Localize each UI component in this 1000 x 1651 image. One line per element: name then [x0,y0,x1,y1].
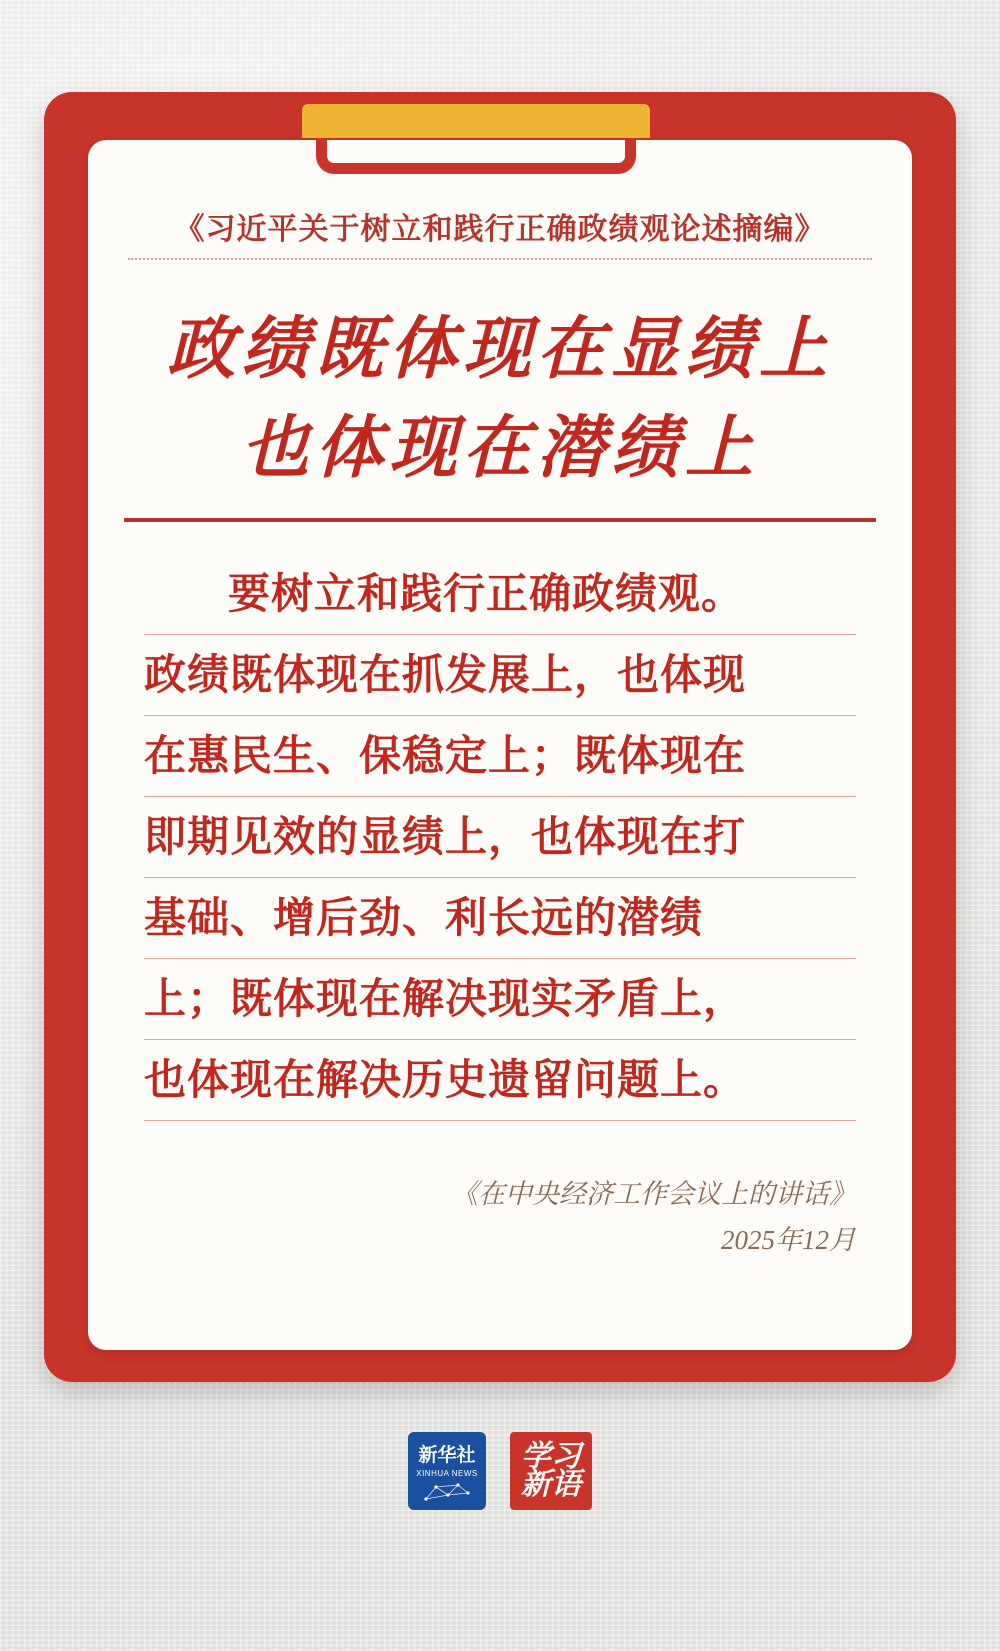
xuexi-xinyu-logo [510,1432,592,1510]
xinhua-logo-cn: 新华社 [418,1444,476,1466]
headline [88,300,912,497]
source-title: 《在中央经济工作会议上的讲话》 [451,1179,856,1209]
quote-line: 政绩既体现在抓发展上，也体现 [144,635,856,716]
quote-line: 也体现在解决历史遗留问题上。 [144,1040,856,1121]
source-attribution [144,1172,856,1264]
quote-line: 上；既体现在解决现实矛盾上， [144,959,856,1040]
clipboard-clip-top [302,104,650,138]
clipboard-clip-bracket [316,138,636,174]
network-globe-icon [424,1481,470,1503]
book-title: 《习近平关于树立和践行正确政绩观论述摘编》 [174,213,826,246]
quote-line: 要树立和践行正确政绩观。 [144,554,856,635]
title-divider [128,258,872,260]
headline-line-1: 政绩既体现在显绩上 [166,311,833,387]
quote-line: 即期见效的显绩上，也体现在打 [144,797,856,878]
xuexi-logo-label: 学习 新语 [521,1439,581,1501]
poster-sheet [88,140,912,1350]
headline-divider [124,518,876,522]
quote-body [144,554,856,1121]
xinhua-logo-en: XINHUA NEWS [416,1468,478,1478]
footer-logos [0,1432,1000,1510]
xinhua-news-logo [408,1432,486,1510]
source-date: 2025年12月 [721,1224,856,1255]
quote-line: 在惠民生、保稳定上；既体现在 [144,716,856,797]
headline-line-2: 也体现在潜绩上 [240,409,759,486]
quote-line: 基础、增后劲、利长远的潜绩 [144,878,856,959]
